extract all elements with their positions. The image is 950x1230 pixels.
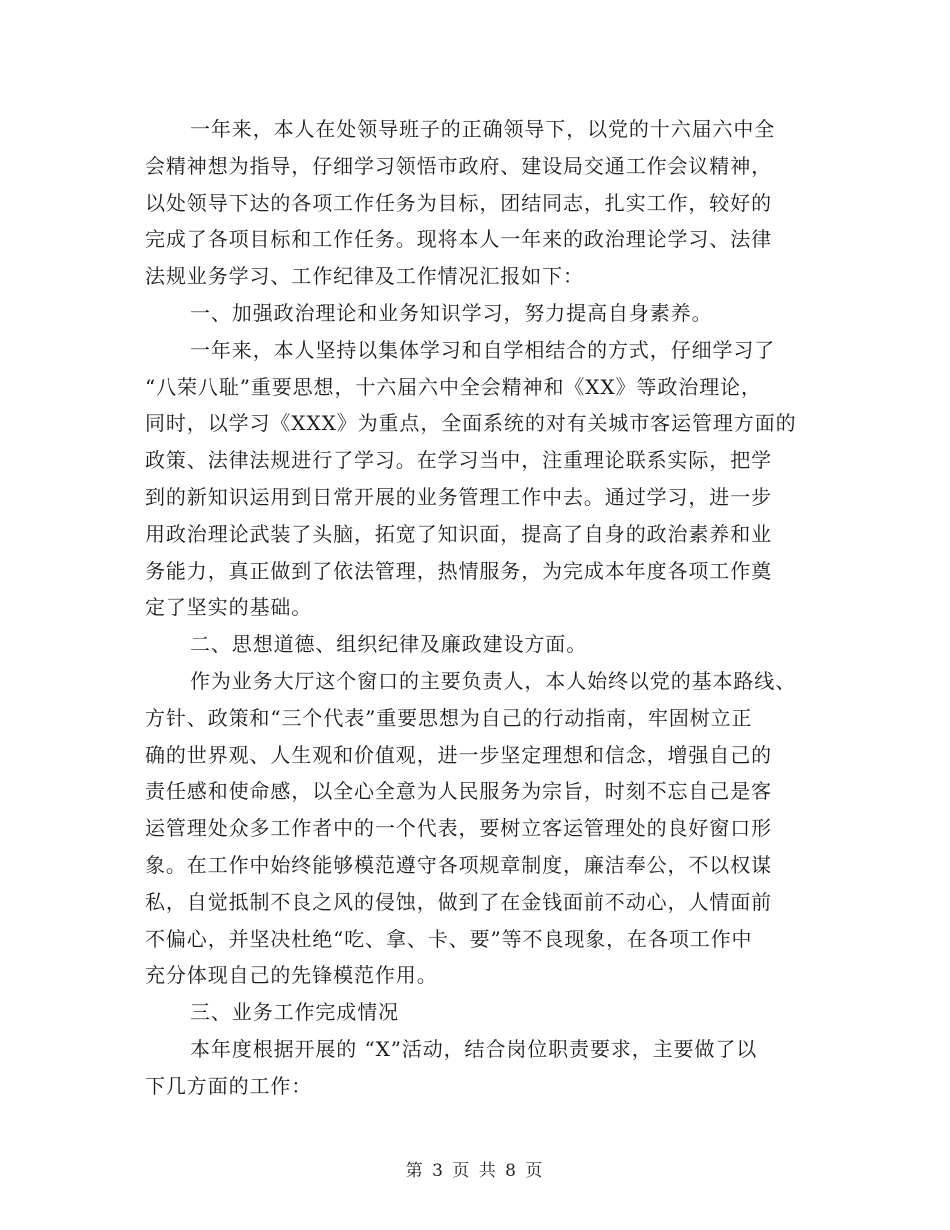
text-line: 三、业务工作完成情况 — [190, 1000, 399, 1025]
text-line: 充分体现自己的先锋模范作用。 — [145, 963, 438, 988]
paragraph-ethics — [145, 663, 813, 994]
text-line: 定了坚实的基础。 — [145, 595, 313, 620]
section-heading-1 — [145, 295, 813, 332]
page-footer: 第 3 页 共 8 页 — [405, 1161, 545, 1181]
text-line: 以处领导下达的各项工作任务为目标，团结同志，扎实工作，较好的 — [145, 190, 772, 215]
text-line: 私，自觉抵制不良之风的侵蚀，做到了在金钱面前不动心，人情面前 — [145, 889, 772, 914]
text-line: 同时，以学习《XXX》为重点，全面系统的对有关城市客运管理方面的 — [145, 411, 797, 436]
text-line: 责任感和使命感，以全心全意为人民服务为宗旨，时刻不忘自己是客 — [145, 779, 772, 804]
text-line: 作为业务大厅这个窗口的主要负责人，本人始终以党的基本路线、 — [190, 668, 797, 693]
text-line: 象。在工作中始终能够模范遵守各项规章制度，廉洁奉公，不以权谋 — [145, 852, 772, 877]
text-line: 一年来，本人坚持以集体学习和自学相结合的方式，仔细学习了 — [190, 337, 776, 362]
text-line: 务能力，真正做到了依法管理，热情服务，为完成本年度各项工作奠 — [145, 558, 772, 583]
section-heading-3 — [145, 994, 813, 1031]
text-line: 会精神想为指导，仔细学习领悟市政府、建设局交通工作会议精神， — [145, 153, 772, 178]
text-line: 本年度根据开展的 “X”活动，结合岗位职责要求，主要做了以 — [190, 1036, 758, 1061]
text-line: 方针、政策和“三个代表”重要思想为自己的行动指南，牢固树立正 — [145, 705, 753, 730]
text-line: 二、思想道德、组织纪律及廉政建设方面。 — [190, 632, 588, 657]
text-line: 下几方面的工作： — [145, 1073, 313, 1098]
text-line: 一年来，本人在处领导班子的正确领导下，以党的十六届六中全 — [190, 117, 776, 141]
text-line: “八荣八耻”重要思想，十六届六中全会精神和《XX》等政治理论， — [145, 374, 762, 399]
document-body — [145, 111, 813, 1105]
text-line: 政策、法律法规进行了学习。在学习当中，注重理论联系实际，把学 — [145, 448, 772, 473]
text-line: 不偏心，并坚决杜绝“吃、拿、卡、要”等不良现象，在各项工作中 — [145, 926, 753, 951]
paragraph-work — [145, 1031, 813, 1105]
text-line: 运管理处众多工作者中的一个代表，要树立客运管理处的良好窗口形 — [145, 816, 772, 841]
text-line: 到的新知识运用到日常开展的业务管理工作中去。通过学习，进一步 — [145, 484, 772, 509]
text-line: 法规业务学习、工作纪律及工作情况汇报如下： — [145, 264, 584, 289]
paragraph-study — [145, 332, 813, 626]
text-line: 用政治理论武装了头脑，拓宽了知识面，提高了自身的政治素养和业 — [145, 521, 772, 546]
text-line: 完成了各项目标和工作任务。现将本人一年来的政治理论学习、法律 — [145, 227, 772, 252]
text-line: 确的世界观、人生观和价值观，进一步坚定理想和信念，增强自己的 — [145, 742, 772, 767]
text-line: 一、加强政治理论和业务知识学习，努力提高自身素养。 — [190, 300, 713, 325]
section-heading-2 — [145, 626, 813, 663]
paragraph-intro — [145, 111, 813, 295]
